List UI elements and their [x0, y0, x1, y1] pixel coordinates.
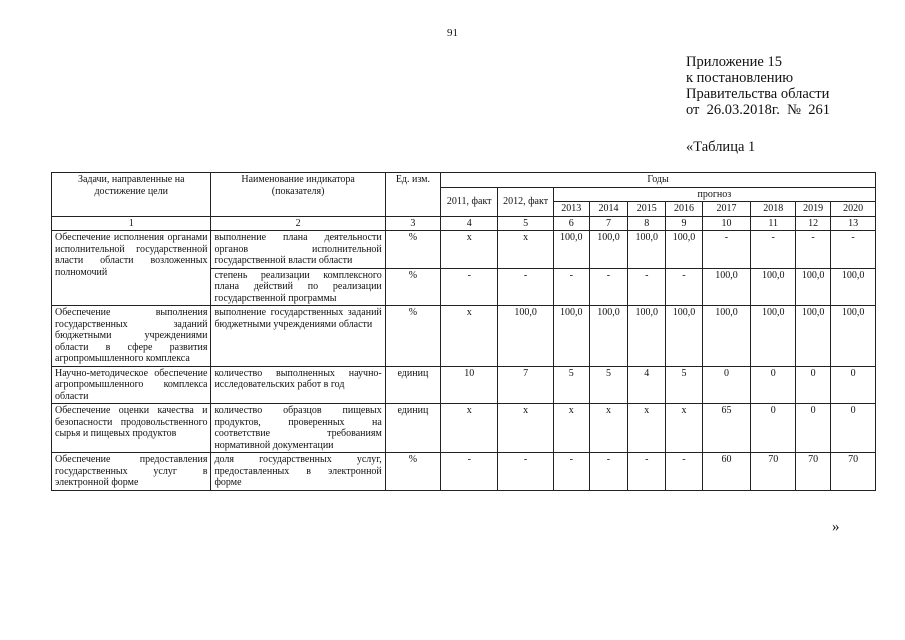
indicator-cell: доля государственных услуг, предоставленных в электронной форме [211, 453, 385, 491]
header-year-2016: 2016 [666, 202, 702, 217]
task-cell: Обеспечение оценки качества и безопасности продовольственного сырья и пищевых продуктов [52, 404, 211, 453]
value-cell: - [441, 453, 498, 491]
value-cell: - [589, 453, 627, 491]
value-cell: 100,0 [751, 268, 796, 306]
date-prefix: от [686, 102, 700, 118]
unit-cell: % [385, 453, 440, 491]
header-year-2018: 2018 [751, 202, 796, 217]
value-cell: - [441, 268, 498, 306]
column-number: 8 [628, 216, 666, 231]
resolution-number: 261 [808, 102, 830, 118]
header-tasks: Задачи, направленные на достижение цели [52, 173, 211, 217]
value-cell: - [831, 231, 876, 269]
value-cell: 4 [628, 366, 666, 404]
page-number: 91 [447, 27, 458, 39]
header-indicator: Наименование индикатора (показателя) [211, 173, 385, 217]
column-number: 4 [441, 216, 498, 231]
value-cell: 100,0 [666, 231, 702, 269]
value-cell: - [628, 453, 666, 491]
closing-quote: » [832, 519, 840, 535]
resolution-date: 26.03.2018г. [706, 102, 780, 118]
header-year-2020: 2020 [831, 202, 876, 217]
column-number: 5 [498, 216, 553, 231]
appendix-date-line [686, 102, 830, 118]
task-cell: Обеспечение исполнения органами исполнительной государственной власти области возложенных полномочий [52, 231, 211, 306]
value-cell: 0 [751, 366, 796, 404]
column-number: 9 [666, 216, 702, 231]
unit-cell: % [385, 306, 440, 367]
column-number: 6 [553, 216, 589, 231]
indicator-cell: степень реализации комплексного плана действий по реализации государственной программы [211, 268, 385, 306]
header-year-2014: 2014 [589, 202, 627, 217]
value-cell: 70 [796, 453, 831, 491]
value-cell: 100,0 [553, 306, 589, 367]
value-cell: 60 [702, 453, 751, 491]
value-cell: х [553, 404, 589, 453]
value-cell: - [628, 268, 666, 306]
unit-cell: % [385, 268, 440, 306]
value-cell: 100,0 [796, 306, 831, 367]
value-cell: 0 [796, 366, 831, 404]
table-label: «Таблица 1 [686, 139, 756, 155]
value-cell: - [553, 453, 589, 491]
value-cell: 70 [751, 453, 796, 491]
value-cell: 65 [702, 404, 751, 453]
column-number: 13 [831, 216, 876, 231]
column-number: 11 [751, 216, 796, 231]
value-cell: 100,0 [589, 306, 627, 367]
appendix-line-2: к постановлению [686, 70, 794, 86]
value-cell: 100,0 [589, 231, 627, 269]
value-cell: х [441, 231, 498, 269]
value-cell: 100,0 [553, 231, 589, 269]
value-cell: 0 [702, 366, 751, 404]
unit-cell: % [385, 231, 440, 269]
value-cell: - [751, 231, 796, 269]
table-row [52, 453, 876, 491]
value-cell: 0 [831, 404, 876, 453]
column-number-row [52, 216, 876, 231]
appendix-line-1: Приложение 15 [686, 54, 782, 70]
value-cell: - [666, 453, 702, 491]
table-row [52, 404, 876, 453]
header-year-2019: 2019 [796, 202, 831, 217]
task-cell: Научно-методическое обеспечение агропромышленного комплекса области [52, 366, 211, 404]
value-cell: - [666, 268, 702, 306]
header-2011: 2011, факт [441, 187, 498, 216]
column-number: 10 [702, 216, 751, 231]
table-row [52, 306, 876, 367]
indicator-cell: выполнение плана деятельности органов исполнительной государственной власти области [211, 231, 385, 269]
value-cell: 70 [831, 453, 876, 491]
value-cell: - [498, 453, 553, 491]
value-cell: 0 [796, 404, 831, 453]
value-cell: 100,0 [498, 306, 553, 367]
unit-cell: единиц [385, 404, 440, 453]
value-cell: - [553, 268, 589, 306]
value-cell: 0 [831, 366, 876, 404]
value-cell: х [498, 404, 553, 453]
column-number: 3 [385, 216, 440, 231]
value-cell: 100,0 [751, 306, 796, 367]
value-cell: 5 [666, 366, 702, 404]
indicator-cell: выполнение государственных заданий бюджетными учреждениями области [211, 306, 385, 367]
value-cell: х [441, 404, 498, 453]
value-cell: 100,0 [702, 268, 751, 306]
column-number: 7 [589, 216, 627, 231]
value-cell: 0 [751, 404, 796, 453]
appendix-line-3: Правительства области [686, 86, 830, 102]
header-row-1 [52, 173, 876, 188]
column-number: 12 [796, 216, 831, 231]
value-cell: х [441, 306, 498, 367]
value-cell: - [796, 231, 831, 269]
column-number: 1 [52, 216, 211, 231]
task-cell: Обеспечение выполнения государственных заданий бюджетными учреждениями области в сфере развития агропромышленного комплекса [52, 306, 211, 367]
value-cell: 7 [498, 366, 553, 404]
value-cell: - [498, 268, 553, 306]
value-cell: 100,0 [831, 268, 876, 306]
header-forecast: прогноз [553, 187, 875, 202]
value-cell: 100,0 [702, 306, 751, 367]
value-cell: - [702, 231, 751, 269]
table-row [52, 366, 876, 404]
header-unit: Ед. изм. [385, 173, 440, 217]
indicator-cell: количество выполненных научно-исследовательских работ в год [211, 366, 385, 404]
value-cell: 100,0 [628, 306, 666, 367]
value-cell: 100,0 [796, 268, 831, 306]
task-cell: Обеспечение предоставления государственных услуг в электронной форме [52, 453, 211, 491]
value-cell: х [589, 404, 627, 453]
value-cell: х [628, 404, 666, 453]
value-cell: 10 [441, 366, 498, 404]
indicators-table [51, 172, 876, 491]
value-cell: - [589, 268, 627, 306]
appendix-header [686, 54, 830, 118]
value-cell: 100,0 [666, 306, 702, 367]
value-cell: 5 [553, 366, 589, 404]
header-years: Годы [441, 173, 876, 188]
number-sign: № [787, 102, 801, 118]
value-cell: х [666, 404, 702, 453]
header-2012: 2012, факт [498, 187, 553, 216]
header-year-2017: 2017 [702, 202, 751, 217]
table-row [52, 231, 876, 269]
value-cell: 100,0 [831, 306, 876, 367]
column-number: 2 [211, 216, 385, 231]
indicator-cell: количество образцов пищевых продуктов, проверенных на соответствие требованиям нормативной документации [211, 404, 385, 453]
value-cell: 5 [589, 366, 627, 404]
header-year-2013: 2013 [553, 202, 589, 217]
value-cell: х [498, 231, 553, 269]
header-year-2015: 2015 [628, 202, 666, 217]
value-cell: 100,0 [628, 231, 666, 269]
unit-cell: единиц [385, 366, 440, 404]
